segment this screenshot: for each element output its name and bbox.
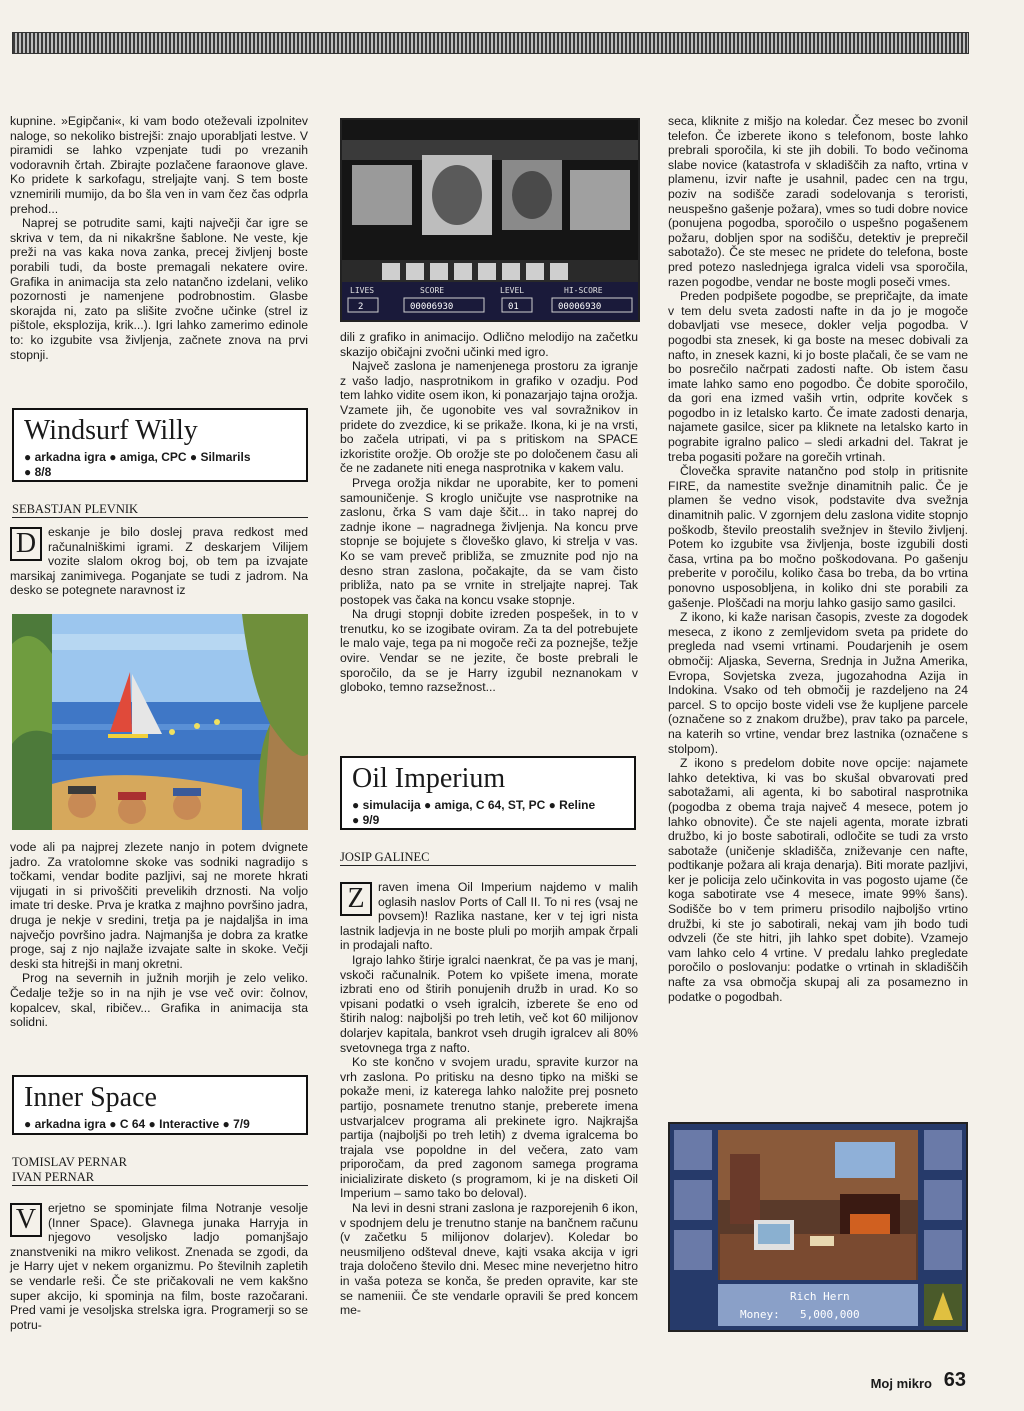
review-meta: ● arkadna igra ● amiga, CPC ● Silmarils: [24, 450, 251, 464]
level-label: LEVEL: [500, 286, 525, 295]
paragraph: Na drugi stopnji dobite izreden pospešek, in to v trenutku, ko se izogibate oviram. Za ta del potrebujete le malo vaje, tega pa ni mogoče reči za poznejše, težje ovire. Vendar se ne jezite, če boste prebrali le sporočilo, da se je Harry izgubil neznanokam v globoko, temno razsežnost...: [340, 607, 638, 695]
paragraph: Prvega orožja nikdar ne uporabite, ker to pomeni samouničenje. S kroglo uničujte vse nasprotnike na zaslonu, črka S vam daje ščit... in tako naprej do zadnje ikone – nagradnega življenja. Na koncu prve stopnje se bojujete s človeško glavo, ki strelja v vas. Ko se vam preveč približa, se zmuznite pod njo na desno stran zaslona, počakajte, da se vam čisto približa, nato pa se vrnite in streljajte naprej. Tak postopek vas čaka na koncu vsake stopnje.: [340, 475, 638, 607]
inner-space-body: [10, 1201, 308, 1332]
paragraph: seca, kliknite z mišjo na koledar. Čez mesec bo zvonil telefon. Če izberete ikono s telefonom, boste lahko prebrali sporočila, ki ste jih dobili. To bodo večinoma slabe novice (katastrofa v skladiščih za nafto, vrtina v plamenu, izvir nafte je usahnil, padec cen na trgu, poziv na sodišče zaradi sodelovanja s teroristi, neuspešno gašenje požara), vmes so tudi dobre novice (ponujena pogodba, sporočilo o uspešno pogašenem požaru, dobljen spor na sodišču, detektiv je preprečil sabotažo). Če ste mesec ne pridete do telefona, boste pred potezo naslednjega igralca videli vsa sporočila, razen pogodbe, vendar ne boste mogli poseči vmes.: [668, 114, 968, 289]
review-header-windsurf: [12, 408, 308, 482]
author-name-1: TOMISLAV PERNAR: [12, 1155, 127, 1169]
windsurf-intro: [10, 525, 308, 598]
paragraph: erjetno se spominjate filma Notranje vesolje (Inner Space). Glavnega junaka Harryja in njegovo vesoljsko ladjo pomanjšajo znanstveniki na mikro velikost. Znenada se zgodi, da je Harry ujet v nekem organizmu. Po številnih zapletih se vendarle reši. Če ste pričakovali ne vem kakšno super akcijo, ki spominja na film, boste razočarani. Pred vami je vesoljska strelska igra. Programerji so se potru-: [10, 1201, 308, 1332]
paragraph: Človečka spravite natančno pod stolp in pritisnite FIRE, da namestite svežnje dinamitnih palic. Če je plamen še vedno visok, podstavite dva svežnja dinamitnih palic. V zgornjem delu zaslona vidite stopnjo poškodb, število preostalih svežnjev in število življenj. Potem ko izgubite vsa življenja, boste izgubili dosti časa, vrtina pa bo močno poškodovana. Po gašenju preberite v poročilu, koliko časa bo treba, da bo vrtina ponovno usposobljena, in koliko dni ste porabili za gašenje. Ploščadi na morju lahko gasijo samo gasilci.: [668, 464, 968, 610]
oil-office-scene: [670, 1124, 966, 1330]
paragraph: Ko ste končno v svojem uradu, spravite kurzor na vrh zaslona. Po pritisku na desno tipko na miški se pokaže meni, iz katerega lahko naložite prej posneto partijo, posnamete trenutno stanje, preberete imena ustvarjalcev programa ali prekinete igro. Najkrajša partija (najboljši po treh letih) z dvema igralcema bo trajala vse popoldne in del večera, zato vam priporočam, da pred zagonom samega programa inicializirate disketo (s programom, ki je na disketi Oil Imperium – samo tako bo deloval).: [340, 1055, 638, 1201]
review-author: JOSIP GALINEC: [340, 850, 636, 866]
column-1-intro: [10, 114, 308, 362]
inner-space-scene: [342, 120, 638, 320]
paragraph: kupnine. »Egipčani«, ki vam bodo oteževali izpolnitev naloge, so nekoliko bistrejši: znajo uporabljati lestve. V piramidi se lahko vzpenjate tudi po vrezanih vodoravnih črtah. Zbirajte pozlačene faraonove glave. Ko pridete k sarkofagu, streljajte vanj. S tem boste vznemirili mumijo, da bo šla ven in vam čez čas odprla prehod...: [10, 114, 308, 216]
windsurf-scene: [12, 614, 308, 830]
paragraph: eskanje je bilo doslej prava redkost med računalniškimi igrami. Z deskarjem Vilijem vozite slalom okrog boj, ob tem pa izvajate marsikaj zanimivega. Poganjate se tudi z jadrom. Na desko se potegnete naravnost iz: [10, 525, 308, 598]
lives-label: LIVES: [350, 286, 375, 295]
score-value: 00006930: [410, 302, 454, 312]
paragraph: dili z grafiko in animacijo. Odlično melodijo na začetku skazijo običajni zvočni učinki med igro.: [340, 330, 638, 359]
review-header-inner-space: [12, 1075, 308, 1135]
header-bar: [12, 32, 969, 54]
review-meta: ● arkadna igra ● C 64 ● Interactive ● 7/9: [24, 1117, 250, 1131]
review-author: SEBASTJAN PLEVNIK: [12, 502, 308, 518]
windsurf-screenshot: [12, 614, 308, 830]
review-author: [12, 1155, 308, 1186]
paragraph: Z ikono s predelom dobite nove opcije: najamete lahko detektiva, ki vas bo skušal obvarovati pred sabotažami, ali agenta, ki bo sabotiral nasprotnika (pogodba z obema traja največ 4 mesece, potem jo lahko obnovite). Če ste najeli agenta, morate izbrati družbo, ki jo boste sabotirali, odločite se tudi za vrsto sabotaže (uničenje skladišča, zniževanje cen nafte, podtikanje požara ali kraja denarja). Biti morate pazljivi, ker je policija zelo učinkovita in vas pogosto ujame (če koga sabotirate vse 4 mesece, imate 99% šans). Sodišče bo v tem primeru prisodilo najboljšo vrtino družbi, ki ste jo sabotirali, nekaj vam jih bodo tudi odvzeli (če ste hitri, jih lahko spet dobite). Vzamejo vam lahko celo 4 vrtine. V predalu lahko pregledate poročilo o poslovanju: podatke o vrtinah in skladiščih nafte za vsa območja skupaj ali za posamezno in podatke o pogodbah.: [668, 756, 968, 1004]
oil-imperium-screenshot: [668, 1122, 968, 1332]
paragraph: Prog na severnih in južnih morjih je zelo veliko. Čedalje težje so in na njih je vse več ovir: čolnov, kopalcev, skal, ribičev... Grafika in animacija sta solidni.: [10, 971, 308, 1030]
drop-cap: D: [10, 527, 42, 561]
review-title: Inner Space: [24, 1082, 157, 1113]
windsurf-body: [10, 840, 308, 1030]
review-rating: ● 8/8: [24, 465, 52, 479]
player-name: Rich Hern: [790, 1290, 850, 1303]
paragraph: raven imena Oil Imperium najdemo v malih oglasih naslov Ports of Call II. To ni res (vsaj ne povsem)! Razlika nastane, ker v tej igri nista lastnik ladjevja in ne boste pluli po morjih ampak črpali in prodajali nafto.: [340, 880, 638, 953]
hiscore-label: HI-SCORE: [564, 286, 603, 295]
paragraph: Z ikono, ki kaže narisan časopis, zveste za dogodek meseca, z ikono z zemljevidom sveta pa pridete do pregleda nad vsemi vrtinami. Poudarjenih je osem območij: Aljaska, Severna, Srednja in Južna Amerika, Evropa, Sovjetska zveza, jugozahodna Azija in Indokina. Vsako od teh območij je razdeljeno na 24 parcel. S to opcijo boste videli vse že kupljene parcele (označene so z znakom družbe), prav tako pa parcele, na katerih so vrtine, vendar brez lastnika (označene s stolpom).: [668, 610, 968, 756]
page-number: 63: [943, 1369, 966, 1391]
oil-imperium-body: [340, 880, 638, 1318]
lives-value: 2: [358, 302, 364, 312]
footer-magazine: [871, 1376, 932, 1391]
paragraph: Na levi in desni strani zaslona je razporejenih 6 ikon, v spodnjem delu je trenutno stanje na bančnem računu (v začetku 5 milijonov dolarjev). Koledar bo neusmiljeno odšteval dneve, kajti vsaka akcija v igri traja določeno število dni. Mesec mine neverjetno hitro in vaša poteza se konča, še preden opravite, kar ste se nameniii. Če ste vendarle opravili še pred koncem me-: [340, 1201, 638, 1318]
money-label: Money:: [740, 1308, 780, 1321]
inner-space-screenshot: [340, 118, 640, 322]
score-label: SCORE: [420, 286, 445, 295]
paragraph: Naprej se potrudite sami, kajti največji čar igre se skriva v tem, da ni nikakršne šablone. Ne veste, kje preži na vas kaka nova zanka, precej življenj boste porabili tudi, da boste premagali nekatere ovire. Grafika in animacija sta zelo natančno izdelani, veliko pozornosti je namenjene podrobnostim. Glasbe skorajda ni, zato pa slišite zvočne učinke (strel iz pištole, eksplozija, krik...). Igri lahko zamerimo edinole to: ko izgubite vsa življenja, začnete znova na prvi stopnji.: [10, 216, 308, 362]
money-value: 5,000,000: [800, 1308, 860, 1321]
column-3-text: [668, 114, 968, 1004]
hiscore-value: 00006930: [558, 302, 602, 312]
paragraph: Igrajo lahko štirje igralci naenkrat, če pa vas je manj, vskoči računalnik. Potem ko vpišete imena, morate izbrati eno od štirih ponujenih družb in urad. Ko so vpisani podatki o vseh igralcih, izberete še eno od štirih nalog: najboljši po treh letih, več kot 60 milijonov dolarjev kapitala, bankrot vseh drugih igralcev ali 80% svetovnega trga z nafto.: [340, 952, 638, 1055]
drop-cap: V: [10, 1203, 42, 1237]
review-title: Windsurf Willy: [24, 415, 198, 446]
level-value: 01: [508, 302, 519, 312]
drop-cap: Z: [340, 882, 372, 916]
review-rating: ● 9/9: [352, 813, 380, 827]
column-2-text: [340, 330, 638, 695]
review-meta: ● simulacija ● amiga, C 64, ST, PC ● Reline: [352, 798, 596, 812]
paragraph: vode ali pa najprej zlezete nanjo in potem dvignete jadro. Za vratolomne skoke vas sodniki nagradijo s točkami, vendar bodite pazljivi, saj ne morete hkrati vijugati in si privoščiti prevelikih drznosti. Na voljo imate tri deske. Prva je kratka z majhno površino jadra, druga je nekje v sredini, tretja pa je najdaljša in ima največjo površino jadra. Najmanjša je dobra za kratke proge, saj z njo najlaže izvajate salte in skoke. Večji deski sta hitrejši in manj okretni.: [10, 840, 308, 971]
magazine-name: Moj mikro: [870, 1376, 932, 1391]
paragraph: Preden podpišete pogodbe, se prepričajte, da imate v tem delu sveta zadosti nafte in da jo je mogoče dobavljati vse mesece, dokler velja pogodba. V pogodbi sta znesek, ki ga boste na mesec dobivali za nafto, in znesek kazni, ki jo boste plačali, če se vam ne bo posrečilo načrpati zadosti nafte. Ob istem času imate lahko samo eno pogodbo. Če dobite sporočilo, da gori ena izmed vaših vrtin, odprite kovček s pogodbo in iz letalsko karto. Če imate zadosti denarja, najamete gasilce, sicer pa kliknete na letalsko karto in pograbite igralno palico – sledi arkadni del. Takrat je treba pogasiti požare na gorečih vrtinah.: [668, 289, 968, 464]
review-title: Oil Imperium: [352, 763, 506, 794]
author-name-2: IVAN PERNAR: [12, 1170, 308, 1186]
review-header-oil-imperium: [340, 756, 636, 830]
paragraph: Največ zaslona je namenjenega prostoru za igranje z vašo ladjo, nasprotnikom in grafiko v ozadju. Pod tem lahko vidite osem ikon, ki ponazarjajo tajna orožja. Vzamete jih, če ugonobite ves val sovražnikov in pridete do zvezdice, ki se prikaže. Ikona, ki je na vrsti, bo začela utripati, vi pa s pritiskom na SPACE izkoristite orožje. Ob orožje ste po določenem času ali če ne zadanete niti enega nasprotnika v kakem valu.: [340, 359, 638, 476]
